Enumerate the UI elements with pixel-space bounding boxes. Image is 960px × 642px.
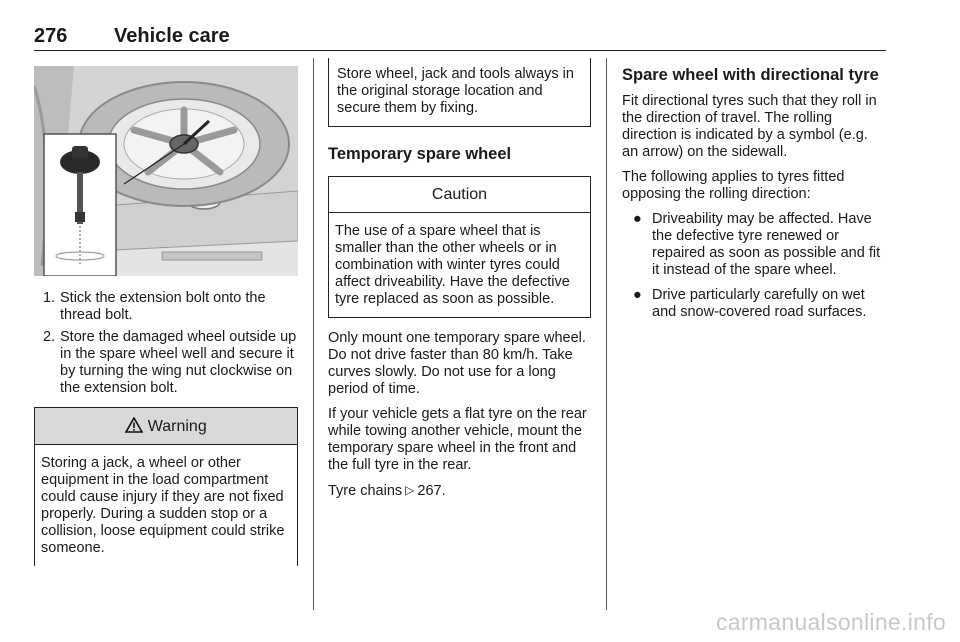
column-2: [328, 66, 591, 508]
reference-label: Tyre chains: [328, 483, 403, 499]
paragraph: If your vehicle gets a flat tyre on the rear while towing another vehicle, mount the temporary spare wheel in the front and the full tyre in the rear.: [328, 406, 587, 473]
section-heading-temporary-spare-wheel: Temporary spare wheel: [328, 145, 512, 163]
page-number: 276: [34, 25, 68, 47]
list-item: 1. Stick the extension bolt onto the thread bolt.: [43, 290, 266, 323]
list-item: ● Drive particularly carefully on wet and snow-covered road surfaces.: [633, 287, 867, 320]
list-item: 2. Store the damaged wheel outside up in the spare wheel well and secure it by turning the wing nut clockwise on the extension bolt.: [43, 329, 297, 396]
continued-warning-text: Store wheel, jack and tools always in the original storage location and secure them by fixing.: [328, 58, 591, 127]
column-divider: [606, 58, 607, 610]
spare-wheel-illustration: [34, 66, 298, 276]
warning-box-header: [35, 408, 297, 445]
caution-text: The use of a spare wheel that is smaller than the other wheels or in combination with winter tyres could affect driveability. Have the defective tyre replaced as soon as possible.: [335, 223, 570, 307]
list-item: ● Driveability may be affected. Have the defective tyre renewed or repaired as soon as possible and fit it instead of the spare wheel.: [633, 211, 881, 278]
column-3: [622, 66, 886, 329]
cross-reference: [328, 482, 591, 500]
page-reference-arrow-icon: ▷: [405, 483, 415, 497]
column-1: [34, 66, 298, 566]
reference-page: 267.: [417, 483, 446, 499]
caution-title: Caution: [329, 177, 590, 213]
watermark: carmanualsonline.info: [715, 609, 946, 635]
warning-box: [34, 407, 298, 566]
section-title: Vehicle care: [114, 25, 230, 47]
paragraph: Only mount one temporary spare wheel. Do not drive faster than 80 km/h. Take curves slowly. Do not use for a long period of time.: [328, 330, 586, 397]
bullet-list: [622, 211, 886, 321]
instruction-steps: [34, 290, 298, 397]
paragraph: Fit directional tyres such that they roll in the direction of travel. The rolling direction is indicated by a symbol (e.g. an arrow) on the sidewall.: [622, 93, 877, 160]
warning-triangle-icon: [125, 418, 147, 435]
page-header: [34, 22, 886, 51]
caution-box: [328, 176, 591, 318]
column-divider: [313, 58, 314, 610]
paragraph: The following applies to tyres fitted opposing the rolling direction:: [622, 169, 845, 202]
warning-title: Warning: [147, 418, 207, 435]
section-heading-directional-tyre: Spare wheel with directional tyre: [622, 66, 879, 84]
warning-text: Storing a jack, a wheel or other equipment in the load compartment could cause injury if they are not fixed properly. During a sudden stop or a collision, loose equipment could strike someone.: [41, 455, 285, 556]
